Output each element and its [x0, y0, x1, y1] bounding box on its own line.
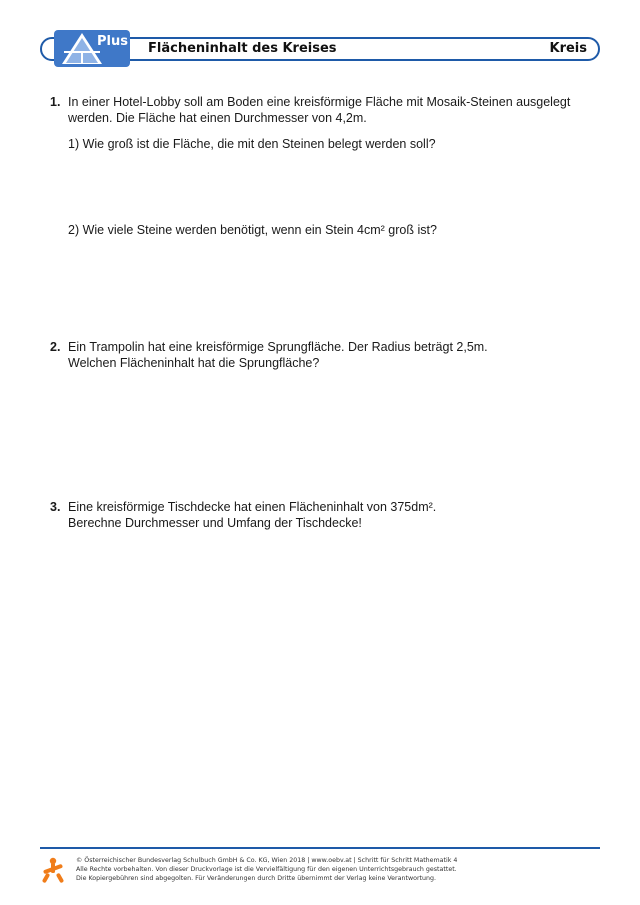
task-1-subtask-1: 1) Wie groß ist die Fläche, die mit den Steinen belegt werden soll?	[68, 137, 436, 151]
task-2-line-2: Welchen Flächeninhalt hat die Sprungfläche?	[68, 356, 320, 370]
task-1-number: 1.	[50, 95, 61, 109]
footer-line-2: Alle Rechte vorbehalten. Von dieser Druckvorlage ist die Vervielfältigung für den eigenen Unterrichtsgebrauch gestattet.	[76, 866, 457, 873]
task-1-text	[68, 94, 588, 126]
footer-line-3: Die Kopiergebühren sind abgegolten. Für Veränderungen durch Dritte übernimmt der Verlag keine Verantwortung.	[76, 875, 436, 882]
task-3-number: 3.	[50, 500, 61, 514]
task-2-number: 2.	[50, 340, 61, 354]
logo-label: Plus	[97, 34, 128, 49]
task-3-line-2: Berechne Durchmesser und Umfang der Tischdecke!	[68, 516, 362, 530]
task-3-line-1: Eine kreisförmige Tischdecke hat einen Flächeninhalt von 375dm².	[68, 500, 437, 514]
task-1-line-1: In einer Hotel-Lobby soll am Boden eine kreisförmige Fläche mit Mosaik-Steinen ausgelegt	[68, 95, 571, 109]
topic-label: Kreis	[549, 41, 587, 56]
page-title: Flächeninhalt des Kreises	[148, 41, 337, 56]
plus-logo	[54, 30, 130, 67]
task-2-line-1: Ein Trampolin hat eine kreisförmige Sprungfläche. Der Radius beträgt 2,5m.	[68, 340, 488, 354]
footer-line-1: © Österreichischer Bundesverlag Schulbuch GmbH & Co. KG, Wien 2018 | www.oebv.at | Schritt für Schritt Mathematik 4	[76, 857, 458, 864]
task-3-text	[68, 499, 588, 531]
footer-divider	[40, 847, 600, 849]
oebv-star-logo-icon	[40, 857, 66, 885]
task-1-line-2: werden. Die Fläche hat einen Durchmesser von 4,2m.	[68, 111, 367, 125]
footer-copyright	[76, 856, 457, 883]
task-1-subtask-2: 2) Wie viele Steine werden benötigt, wenn ein Stein 4cm² groß ist?	[68, 223, 437, 237]
task-2-text	[68, 339, 588, 371]
